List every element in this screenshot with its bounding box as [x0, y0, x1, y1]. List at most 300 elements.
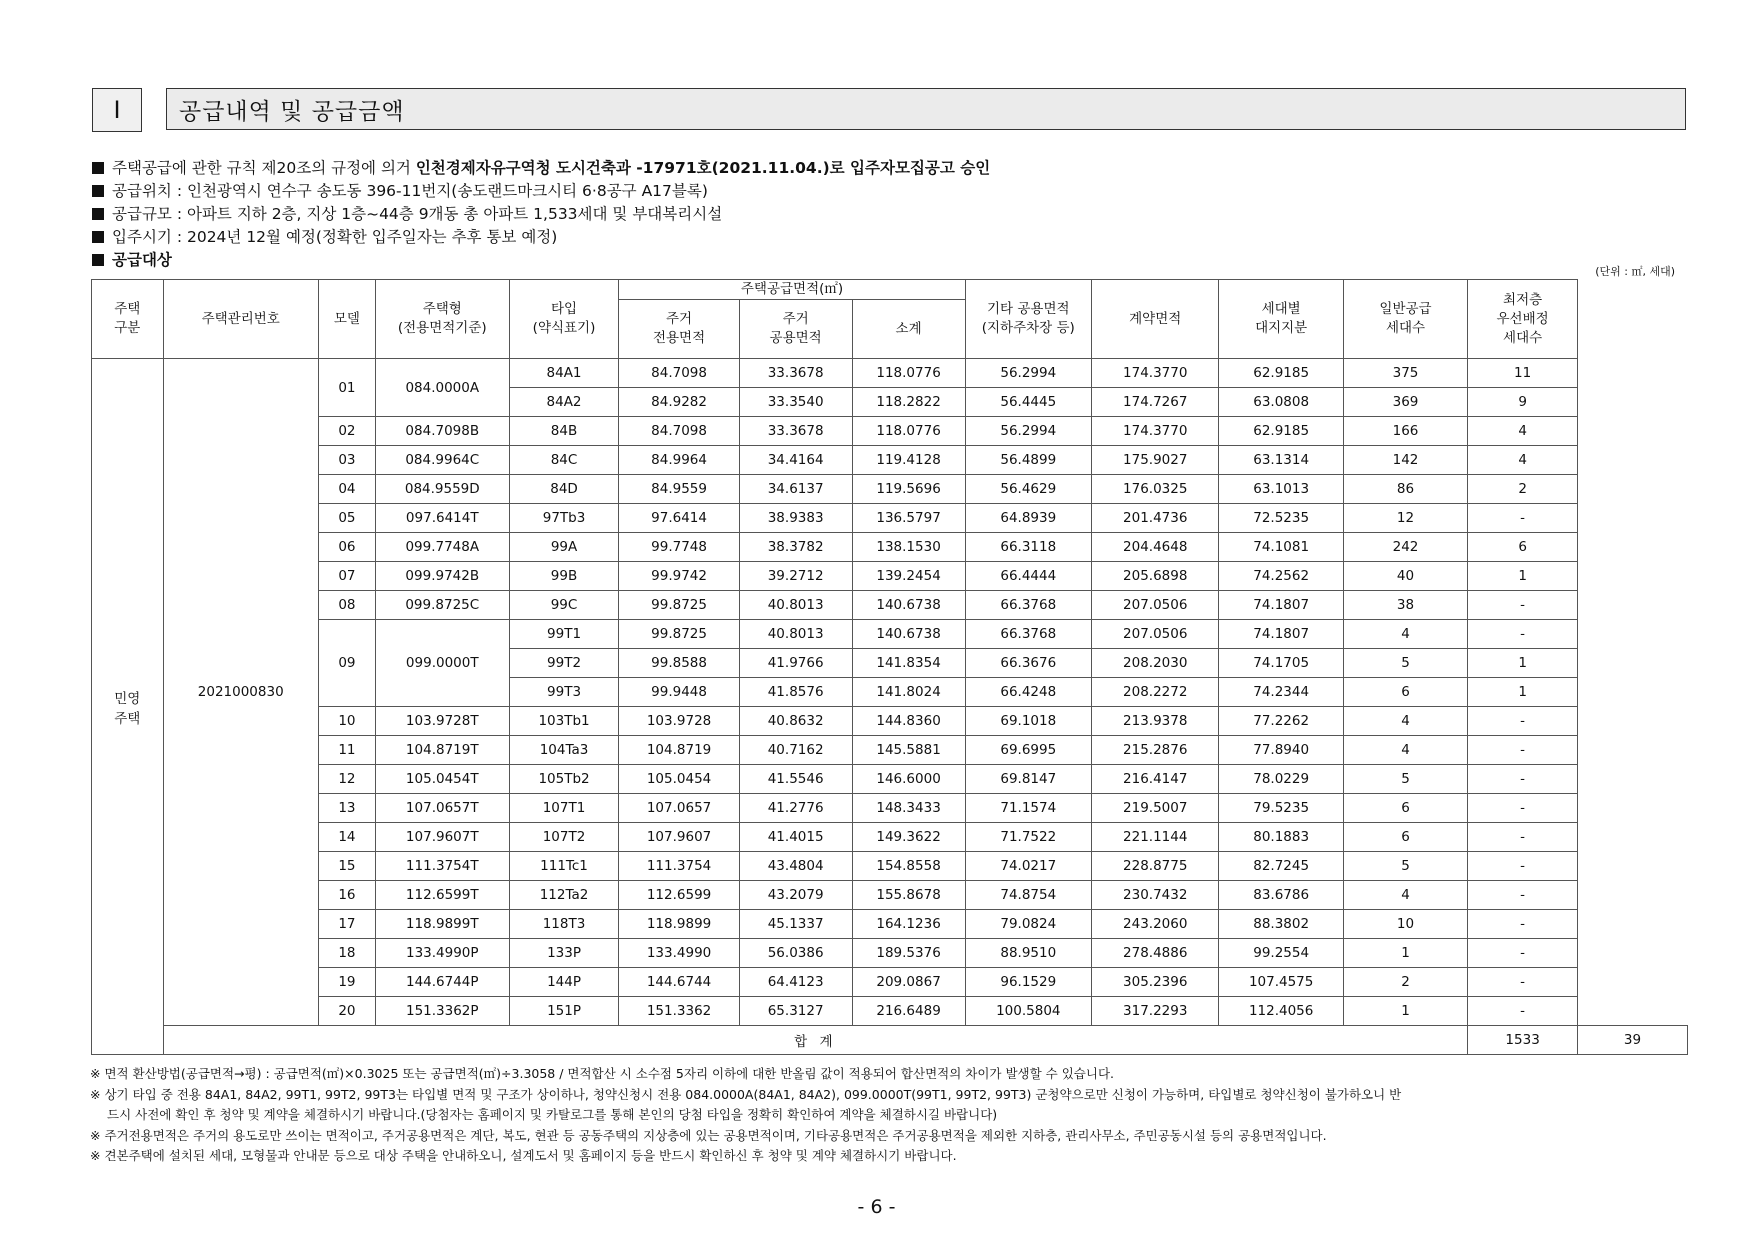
exclusive-area-cell: 84.9282 — [619, 388, 739, 417]
header-exclusive: 주거 전용면적 — [619, 300, 739, 359]
header-house-type: 주택형 (전용면적기준) — [375, 280, 509, 359]
bullet-square-icon — [92, 254, 104, 266]
contract-area-cell: 201.4736 — [1092, 504, 1219, 533]
exclusive-area-cell: 107.9607 — [619, 823, 739, 852]
type-cell: 99B — [509, 562, 619, 591]
exclusive-area-cell: 99.8588 — [619, 649, 739, 678]
bullet-item — [92, 180, 990, 203]
common-area-cell: 33.3678 — [739, 417, 852, 446]
subtotal-cell: 118.0776 — [852, 359, 965, 388]
header-type: 타입 (약식표기) — [509, 280, 619, 359]
table-row — [92, 968, 1688, 997]
common-area-cell: 33.3540 — [739, 388, 852, 417]
exclusive-area-cell: 144.6744 — [619, 968, 739, 997]
header-mgmt-no: 주택관리번호 — [163, 280, 318, 359]
model-cell: 02 — [318, 417, 375, 446]
total-lowest-floor: 39 — [1578, 1026, 1688, 1055]
lowest-floor-cell: 1 — [1468, 649, 1578, 678]
model-cell: 04 — [318, 475, 375, 504]
general-units-cell: 86 — [1343, 475, 1467, 504]
general-units-cell: 4 — [1343, 881, 1467, 910]
contract-area-cell: 208.2272 — [1092, 678, 1219, 707]
header-contract: 계약면적 — [1092, 280, 1219, 359]
general-units-cell: 6 — [1343, 794, 1467, 823]
table-row — [92, 823, 1688, 852]
lowest-floor-cell: 1 — [1468, 678, 1578, 707]
model-cell: 15 — [318, 852, 375, 881]
house-type-cell: 104.8719T — [375, 736, 509, 765]
supply-table — [91, 279, 1688, 1055]
general-units-cell: 242 — [1343, 533, 1467, 562]
table-row — [92, 852, 1688, 881]
exclusive-area-cell: 84.7098 — [619, 359, 739, 388]
table-row — [92, 881, 1688, 910]
bullet-text: 공급규모 : 아파트 지하 2층, 지상 1층~44층 9개동 총 아파트 1,533세대 및 부대복리시설 — [112, 205, 723, 223]
other-common-cell: 66.3118 — [965, 533, 1091, 562]
contract-area-cell: 208.2030 — [1092, 649, 1219, 678]
subtotal-cell: 189.5376 — [852, 939, 965, 968]
contract-area-cell: 215.2876 — [1092, 736, 1219, 765]
contract-area-cell: 230.7432 — [1092, 881, 1219, 910]
common-area-cell: 41.4015 — [739, 823, 852, 852]
house-type-cell: 118.9899T — [375, 910, 509, 939]
general-units-cell: 1 — [1343, 997, 1467, 1026]
type-cell: 99C — [509, 591, 619, 620]
type-cell: 84D — [509, 475, 619, 504]
general-units-cell: 166 — [1343, 417, 1467, 446]
general-units-cell: 38 — [1343, 591, 1467, 620]
contract-area-cell: 305.2396 — [1092, 968, 1219, 997]
other-common-cell: 56.4899 — [965, 446, 1091, 475]
house-type-cell: 103.9728T — [375, 707, 509, 736]
house-type-cell: 107.9607T — [375, 823, 509, 852]
header-lowest-floor: 최저층 우선배정 세대수 — [1468, 280, 1578, 359]
general-units-cell: 142 — [1343, 446, 1467, 475]
general-units-cell: 5 — [1343, 852, 1467, 881]
type-cell: 99T2 — [509, 649, 619, 678]
land-share-cell: 77.8940 — [1219, 736, 1343, 765]
type-cell: 118T3 — [509, 910, 619, 939]
other-common-cell: 79.0824 — [965, 910, 1091, 939]
table-row — [92, 417, 1688, 446]
general-units-cell: 369 — [1343, 388, 1467, 417]
land-share-cell: 63.1013 — [1219, 475, 1343, 504]
exclusive-area-cell: 99.8725 — [619, 620, 739, 649]
type-cell: 107T1 — [509, 794, 619, 823]
contract-area-cell: 243.2060 — [1092, 910, 1219, 939]
subtotal-cell: 149.3622 — [852, 823, 965, 852]
subtotal-cell: 146.6000 — [852, 765, 965, 794]
other-common-cell: 66.4248 — [965, 678, 1091, 707]
total-row — [92, 1026, 1688, 1055]
table-row — [92, 794, 1688, 823]
bullet-text: 주택공급에 관한 규칙 제20조의 규정에 의거 — [112, 159, 416, 177]
house-type-cell: 097.6414T — [375, 504, 509, 533]
type-cell: 111Tc1 — [509, 852, 619, 881]
land-share-cell: 74.2562 — [1219, 562, 1343, 591]
contract-area-cell: 207.0506 — [1092, 591, 1219, 620]
footnotes — [90, 1064, 1690, 1167]
model-cell: 09 — [318, 620, 375, 707]
type-cell: 144P — [509, 968, 619, 997]
model-cell: 20 — [318, 997, 375, 1026]
land-share-cell: 99.2554 — [1219, 939, 1343, 968]
house-type-cell: 084.7098B — [375, 417, 509, 446]
header-land-share: 세대별 대지지분 — [1219, 280, 1343, 359]
common-area-cell: 41.5546 — [739, 765, 852, 794]
subtotal-cell: 140.6738 — [852, 591, 965, 620]
land-share-cell: 83.6786 — [1219, 881, 1343, 910]
other-common-cell: 66.3676 — [965, 649, 1091, 678]
lowest-floor-cell: - — [1468, 504, 1578, 533]
other-common-cell: 56.4629 — [965, 475, 1091, 504]
bullet-text: 입주시기 : 2024년 12월 예정(정확한 입주일자는 추후 통보 예정) — [112, 228, 558, 246]
house-type-cell: 151.3362P — [375, 997, 509, 1026]
lowest-floor-cell: - — [1468, 823, 1578, 852]
type-cell: 105Tb2 — [509, 765, 619, 794]
land-share-cell: 74.2344 — [1219, 678, 1343, 707]
common-area-cell: 40.8632 — [739, 707, 852, 736]
header-subtotal: 소계 — [852, 300, 965, 359]
other-common-cell: 88.9510 — [965, 939, 1091, 968]
model-cell: 16 — [318, 881, 375, 910]
general-units-cell: 1 — [1343, 939, 1467, 968]
land-share-cell: 62.9185 — [1219, 417, 1343, 446]
lowest-floor-cell: 9 — [1468, 388, 1578, 417]
general-units-cell: 5 — [1343, 765, 1467, 794]
contract-area-cell: 176.0325 — [1092, 475, 1219, 504]
exclusive-area-cell: 133.4990 — [619, 939, 739, 968]
exclusive-area-cell: 112.6599 — [619, 881, 739, 910]
contract-area-cell: 278.4886 — [1092, 939, 1219, 968]
land-share-cell: 78.0229 — [1219, 765, 1343, 794]
subtotal-cell: 154.8558 — [852, 852, 965, 881]
lowest-floor-cell: - — [1468, 852, 1578, 881]
other-common-cell: 64.8939 — [965, 504, 1091, 533]
type-cell: 99A — [509, 533, 619, 562]
house-type-cell: 099.7748A — [375, 533, 509, 562]
type-cell: 133P — [509, 939, 619, 968]
type-cell: 104Ta3 — [509, 736, 619, 765]
common-area-cell: 40.8013 — [739, 620, 852, 649]
table-row — [92, 359, 1688, 388]
contract-area-cell: 221.1144 — [1092, 823, 1219, 852]
bullet-square-icon — [92, 208, 104, 220]
land-share-cell: 112.4056 — [1219, 997, 1343, 1026]
footnote-line: ※ 면적 환산방법(공급면적→평) : 공급면적(㎡)×0.3025 또는 공급면적(㎡)÷3.3058 / 면적합산 시 소수점 5자리 이하에 대한 반올림 값이 적용되어 합산면적의 차이가 발생할 수 있습니다. — [90, 1066, 1114, 1081]
total-label: 합 계 — [163, 1026, 1468, 1055]
land-share-cell: 88.3802 — [1219, 910, 1343, 939]
model-cell: 03 — [318, 446, 375, 475]
land-share-cell: 63.1314 — [1219, 446, 1343, 475]
subtotal-cell: 141.8354 — [852, 649, 965, 678]
other-common-cell: 66.4444 — [965, 562, 1091, 591]
other-common-cell: 71.7522 — [965, 823, 1091, 852]
bullet-bold-text: 공급대상 — [112, 251, 172, 269]
exclusive-area-cell: 99.9742 — [619, 562, 739, 591]
table-row — [92, 562, 1688, 591]
table-row — [92, 910, 1688, 939]
header-other-common: 기타 공용면적 (지하주차장 등) — [965, 280, 1091, 359]
contract-area-cell: 205.6898 — [1092, 562, 1219, 591]
type-cell: 103Tb1 — [509, 707, 619, 736]
land-share-cell: 72.5235 — [1219, 504, 1343, 533]
table-row — [92, 765, 1688, 794]
general-units-cell: 5 — [1343, 649, 1467, 678]
common-area-cell: 56.0386 — [739, 939, 852, 968]
exclusive-area-cell: 99.7748 — [619, 533, 739, 562]
bullet-item — [92, 157, 990, 180]
exclusive-area-cell: 107.0657 — [619, 794, 739, 823]
header-model: 모델 — [318, 280, 375, 359]
house-type-cell: 112.6599T — [375, 881, 509, 910]
contract-area-cell: 219.5007 — [1092, 794, 1219, 823]
contract-area-cell: 216.4147 — [1092, 765, 1219, 794]
general-units-cell: 40 — [1343, 562, 1467, 591]
common-area-cell: 41.2776 — [739, 794, 852, 823]
general-units-cell: 4 — [1343, 620, 1467, 649]
model-cell: 08 — [318, 591, 375, 620]
exclusive-area-cell: 84.9964 — [619, 446, 739, 475]
lowest-floor-cell: - — [1468, 765, 1578, 794]
common-area-cell: 33.3678 — [739, 359, 852, 388]
land-share-cell: 74.1807 — [1219, 620, 1343, 649]
exclusive-area-cell: 84.7098 — [619, 417, 739, 446]
subtotal-cell: 155.8678 — [852, 881, 965, 910]
unit-note: (단위 : ㎡, 세대) — [1595, 265, 1675, 278]
model-cell: 13 — [318, 794, 375, 823]
subtotal-cell: 144.8360 — [852, 707, 965, 736]
land-share-cell: 63.0808 — [1219, 388, 1343, 417]
exclusive-area-cell: 111.3754 — [619, 852, 739, 881]
exclusive-area-cell: 151.3362 — [619, 997, 739, 1026]
model-cell: 06 — [318, 533, 375, 562]
common-area-cell: 40.8013 — [739, 591, 852, 620]
footnote-line: 드시 사전에 확인 후 청약 및 계약을 체결하시기 바랍니다.(당첨자는 홈페이지 및 카탈로그를 통해 본인의 당첨 타입을 정확히 확인하여 계약을 체결하시길 바랍니다) — [107, 1107, 998, 1122]
general-units-cell: 4 — [1343, 707, 1467, 736]
lowest-floor-cell: - — [1468, 968, 1578, 997]
lowest-floor-cell: - — [1468, 591, 1578, 620]
exclusive-area-cell: 84.9559 — [619, 475, 739, 504]
subtotal-cell: 119.4128 — [852, 446, 965, 475]
general-units-cell: 6 — [1343, 678, 1467, 707]
common-area-cell: 41.8576 — [739, 678, 852, 707]
house-type-cell: 133.4990P — [375, 939, 509, 968]
contract-area-cell: 213.9378 — [1092, 707, 1219, 736]
lowest-floor-cell: 6 — [1468, 533, 1578, 562]
table-row — [92, 475, 1688, 504]
lowest-floor-cell: 11 — [1468, 359, 1578, 388]
contract-area-cell: 174.3770 — [1092, 359, 1219, 388]
exclusive-area-cell: 103.9728 — [619, 707, 739, 736]
common-area-cell: 45.1337 — [739, 910, 852, 939]
subtotal-cell: 118.2822 — [852, 388, 965, 417]
contract-area-cell: 174.7267 — [1092, 388, 1219, 417]
other-common-cell: 56.2994 — [965, 417, 1091, 446]
house-type-cell: 099.9742B — [375, 562, 509, 591]
common-area-cell: 38.3782 — [739, 533, 852, 562]
table-row — [92, 939, 1688, 968]
other-common-cell: 69.1018 — [965, 707, 1091, 736]
table-row — [92, 736, 1688, 765]
lowest-floor-cell: - — [1468, 736, 1578, 765]
type-cell: 84A2 — [509, 388, 619, 417]
common-area-cell: 38.9383 — [739, 504, 852, 533]
lowest-floor-cell: - — [1468, 707, 1578, 736]
bullet-square-icon — [92, 231, 104, 243]
subtotal-cell: 209.0867 — [852, 968, 965, 997]
general-units-cell: 2 — [1343, 968, 1467, 997]
common-area-cell: 39.2712 — [739, 562, 852, 591]
table-row — [92, 504, 1688, 533]
land-share-cell: 77.2262 — [1219, 707, 1343, 736]
header-general-units: 일반공급 세대수 — [1343, 280, 1467, 359]
model-cell: 17 — [318, 910, 375, 939]
other-common-cell: 69.6995 — [965, 736, 1091, 765]
house-type-cell: 084.9559D — [375, 475, 509, 504]
management-number-cell: 2021000830 — [163, 359, 318, 1026]
house-type-cell: 144.6744P — [375, 968, 509, 997]
house-type-cell: 084.0000A — [375, 359, 509, 417]
common-area-cell: 64.4123 — [739, 968, 852, 997]
bullet-item — [92, 203, 990, 226]
model-cell: 05 — [318, 504, 375, 533]
type-cell: 84C — [509, 446, 619, 475]
contract-area-cell: 174.3770 — [1092, 417, 1219, 446]
bullet-square-icon — [92, 185, 104, 197]
land-share-cell: 74.1807 — [1219, 591, 1343, 620]
contract-area-cell: 204.4648 — [1092, 533, 1219, 562]
footnote-line: ※ 견본주택에 설치된 세대, 모형물과 안내문 등으로 대상 주택을 안내하오니, 설계도서 및 홈페이지 등을 반드시 확인하신 후 청약 및 계약 체결하시기 바랍니다. — [90, 1148, 957, 1163]
bullet-square-icon — [92, 162, 104, 174]
common-area-cell: 34.4164 — [739, 446, 852, 475]
total-general-units: 1533 — [1468, 1026, 1578, 1055]
lowest-floor-cell: - — [1468, 939, 1578, 968]
contract-area-cell: 228.8775 — [1092, 852, 1219, 881]
table-row — [92, 533, 1688, 562]
other-common-cell: 71.1574 — [965, 794, 1091, 823]
general-units-cell: 10 — [1343, 910, 1467, 939]
bullet-item — [92, 249, 990, 272]
land-share-cell: 79.5235 — [1219, 794, 1343, 823]
subtotal-cell: 118.0776 — [852, 417, 965, 446]
lowest-floor-cell: 4 — [1468, 446, 1578, 475]
table-row — [92, 591, 1688, 620]
contract-area-cell: 317.2293 — [1092, 997, 1219, 1026]
subtotal-cell: 148.3433 — [852, 794, 965, 823]
general-units-cell: 6 — [1343, 823, 1467, 852]
other-common-cell: 56.4445 — [965, 388, 1091, 417]
exclusive-area-cell: 97.6414 — [619, 504, 739, 533]
common-area-cell: 40.7162 — [739, 736, 852, 765]
land-share-cell: 82.7245 — [1219, 852, 1343, 881]
type-cell: 99T3 — [509, 678, 619, 707]
section-header — [92, 88, 1688, 132]
type-cell: 97Tb3 — [509, 504, 619, 533]
footnote-line: ※ 상기 타입 중 전용 84A1, 84A2, 99T1, 99T2, 99T3는 타입별 면적 및 구조가 상이하나, 청약신청시 전용 084.0000A(84A1, 84A2), 099.0000T(99T1, 99T2, 99T3) 군청약으로만 신청이 가능하며, 타입별로 청약신청이 불가하오니 반 — [90, 1086, 1402, 1102]
type-cell: 107T2 — [509, 823, 619, 852]
model-cell: 01 — [318, 359, 375, 417]
page-number: - 6 - — [857, 1196, 896, 1218]
exclusive-area-cell: 105.0454 — [619, 765, 739, 794]
common-area-cell: 43.2079 — [739, 881, 852, 910]
general-units-cell: 4 — [1343, 736, 1467, 765]
header-common: 주거 공용면적 — [739, 300, 852, 359]
other-common-cell: 74.8754 — [965, 881, 1091, 910]
other-common-cell: 100.5804 — [965, 997, 1091, 1026]
lowest-floor-cell: - — [1468, 910, 1578, 939]
subtotal-cell: 140.6738 — [852, 620, 965, 649]
table-row — [92, 707, 1688, 736]
model-cell: 14 — [318, 823, 375, 852]
common-area-cell: 34.6137 — [739, 475, 852, 504]
subtotal-cell: 145.5881 — [852, 736, 965, 765]
house-type-cell: 099.8725C — [375, 591, 509, 620]
other-common-cell: 69.8147 — [965, 765, 1091, 794]
exclusive-area-cell: 99.9448 — [619, 678, 739, 707]
type-cell: 84B — [509, 417, 619, 446]
subtotal-cell: 141.8024 — [852, 678, 965, 707]
general-units-cell: 12 — [1343, 504, 1467, 533]
house-type-cell: 111.3754T — [375, 852, 509, 881]
other-common-cell: 56.2994 — [965, 359, 1091, 388]
lowest-floor-cell: - — [1468, 620, 1578, 649]
land-share-cell: 107.4575 — [1219, 968, 1343, 997]
header-supply-area: 주택공급면적(㎡) — [619, 280, 965, 300]
bullet-item — [92, 226, 990, 249]
other-common-cell: 66.3768 — [965, 620, 1091, 649]
common-area-cell: 41.9766 — [739, 649, 852, 678]
exclusive-area-cell: 118.9899 — [619, 910, 739, 939]
common-area-cell: 65.3127 — [739, 997, 852, 1026]
subtotal-cell: 119.5696 — [852, 475, 965, 504]
bullet-text: 공급위치 : 인천광역시 연수구 송도동 396-11번지(송도랜드마크시티 6·8공구 A17블록) — [112, 182, 708, 200]
house-type-cell: 099.0000T — [375, 620, 509, 707]
exclusive-area-cell: 99.8725 — [619, 591, 739, 620]
house-type-cell: 084.9964C — [375, 446, 509, 475]
lowest-floor-cell: 1 — [1468, 562, 1578, 591]
model-cell: 19 — [318, 968, 375, 997]
other-common-cell: 66.3768 — [965, 591, 1091, 620]
table-row — [92, 620, 1688, 649]
lowest-floor-cell: 4 — [1468, 417, 1578, 446]
contract-area-cell: 207.0506 — [1092, 620, 1219, 649]
type-cell: 112Ta2 — [509, 881, 619, 910]
lowest-floor-cell: - — [1468, 997, 1578, 1026]
other-common-cell: 74.0217 — [965, 852, 1091, 881]
footnote-line: ※ 주거전용면적은 주거의 용도로만 쓰이는 면적이고, 주거공용면적은 계단, 복도, 현관 등 공동주택의 지상층에 있는 공용면적이며, 기타공용면적은 주거공용면적을 제외한 지하층, 관리사무소, 주민공동시설 등의 공용면적입니다. — [90, 1127, 1327, 1143]
general-units-cell: 375 — [1343, 359, 1467, 388]
type-cell: 99T1 — [509, 620, 619, 649]
header-housing-type: 주택 구분 — [92, 280, 164, 359]
subtotal-cell: 164.1236 — [852, 910, 965, 939]
model-cell: 11 — [318, 736, 375, 765]
lowest-floor-cell: 2 — [1468, 475, 1578, 504]
subtotal-cell: 136.5797 — [852, 504, 965, 533]
model-cell: 18 — [318, 939, 375, 968]
housing-category-cell: 민영 주택 — [92, 359, 164, 1055]
section-title: 공급내역 및 공급금액 — [166, 88, 1686, 130]
type-cell: 84A1 — [509, 359, 619, 388]
model-cell: 12 — [318, 765, 375, 794]
common-area-cell: 43.4804 — [739, 852, 852, 881]
subtotal-cell: 216.6489 — [852, 997, 965, 1026]
contract-area-cell: 175.9027 — [1092, 446, 1219, 475]
other-common-cell: 96.1529 — [965, 968, 1091, 997]
section-number: I — [92, 88, 142, 132]
land-share-cell: 74.1081 — [1219, 533, 1343, 562]
model-cell: 07 — [318, 562, 375, 591]
